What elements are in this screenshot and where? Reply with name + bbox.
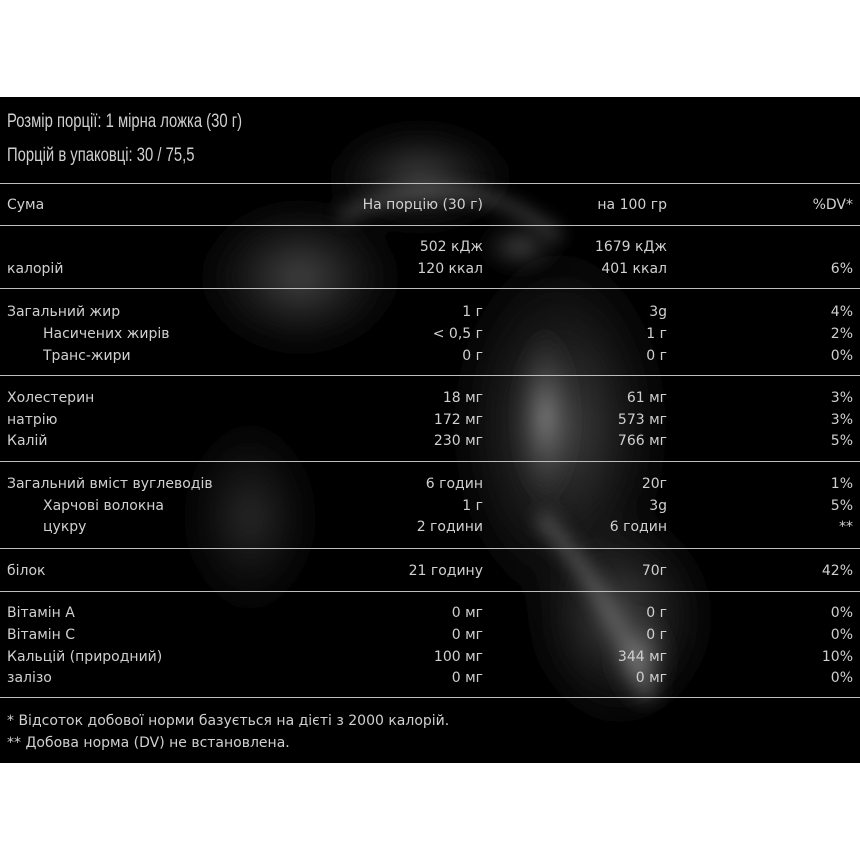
- row-per100: 70г: [641, 563, 667, 579]
- footnote-dv: * Відсоток добової норми базується на дієті з 2000 калорій.: [7, 713, 450, 729]
- table-row-fiber: [0, 495, 860, 517]
- row-portion: 0 г: [462, 348, 483, 364]
- divider: [0, 461, 860, 462]
- table-row-cholesterol: [0, 387, 860, 409]
- row-portion: 0 мг: [451, 627, 483, 643]
- row-portion: 18 мг: [442, 390, 483, 406]
- row-per100: 0 г: [646, 605, 667, 621]
- nutrition-panel: [0, 97, 860, 763]
- row-name: цукру: [43, 519, 87, 535]
- divider: [0, 225, 860, 226]
- row-portion: 21 годину: [408, 563, 483, 579]
- row-dv: 5%: [830, 433, 853, 449]
- divider: [0, 288, 860, 289]
- table-row-trans: [0, 345, 860, 367]
- row-portion: 2 години: [416, 519, 483, 535]
- row-dv: 2%: [830, 326, 853, 342]
- energy-kj-per100: 1679 кДж: [594, 239, 667, 255]
- row-name: Калій: [7, 433, 48, 449]
- row-dv: **: [839, 519, 853, 535]
- row-portion: 172 мг: [433, 412, 483, 428]
- table-row-total-fat: [0, 301, 860, 323]
- row-name: білок: [7, 563, 46, 579]
- row-per100: 6 годин: [609, 519, 667, 535]
- row-name: Загальний вміст вуглеводів: [7, 476, 213, 492]
- table-row-sugar: [0, 516, 860, 538]
- table-row-saturated: [0, 323, 860, 345]
- row-portion: < 0,5 г: [432, 326, 483, 342]
- row-per100: 3g: [649, 304, 667, 320]
- table-row-vitamin-a: [0, 602, 860, 624]
- row-dv: 10%: [821, 649, 853, 665]
- row-dv: 3%: [830, 390, 853, 406]
- row-per100: 766 мг: [617, 433, 667, 449]
- servings-per-pack: Порцій в упаковці: 30 / 75,5: [7, 145, 195, 166]
- row-name: Холестерин: [7, 390, 95, 406]
- row-dv: 0%: [830, 627, 853, 643]
- footnote-na: ** Добова норма (DV) не встановлена.: [7, 735, 290, 751]
- row-name: Транс-жири: [43, 348, 131, 364]
- header-dv: %DV*: [812, 197, 853, 213]
- serving-size: Розмір порції: 1 мірна ложка (30 г): [7, 111, 243, 132]
- divider: [0, 697, 860, 698]
- row-per100: 20г: [641, 476, 667, 492]
- table-row-vitamin-c: [0, 624, 860, 646]
- table-row-protein: [0, 560, 860, 582]
- row-name: натрію: [7, 412, 58, 428]
- row-portion: 0 мг: [451, 670, 483, 686]
- row-name: Вітамін С: [7, 627, 76, 643]
- row-dv: 4%: [830, 304, 853, 320]
- energy-kj-row: [0, 236, 860, 258]
- row-dv: 5%: [830, 498, 853, 514]
- row-per100: 573 мг: [617, 412, 667, 428]
- row-portion: 230 мг: [433, 433, 483, 449]
- row-dv: 0%: [830, 348, 853, 364]
- header-per100: на 100 гр: [597, 197, 667, 213]
- row-portion: 6 годин: [425, 476, 483, 492]
- energy-name: калорій: [7, 261, 64, 277]
- table-row-sodium: [0, 409, 860, 431]
- row-dv: 0%: [830, 670, 853, 686]
- row-portion: 1 г: [462, 498, 483, 514]
- row-portion: 1 г: [462, 304, 483, 320]
- row-per100: 61 мг: [626, 390, 667, 406]
- header-portion: На порцію (30 г): [362, 197, 483, 213]
- row-name: Харчові волокна: [43, 498, 165, 514]
- energy-kcal-row: [0, 258, 860, 280]
- row-per100: 0 г: [646, 348, 667, 364]
- table-row-carbs: [0, 473, 860, 495]
- row-per100: 0 г: [646, 627, 667, 643]
- table-header-row: [0, 194, 860, 216]
- divider: [0, 375, 860, 376]
- energy-kcal-portion: 120 ккал: [417, 261, 483, 277]
- row-name: Загальний жир: [7, 304, 121, 320]
- table-row-calcium: [0, 646, 860, 668]
- row-name: залізо: [7, 670, 52, 686]
- row-portion: 0 мг: [451, 605, 483, 621]
- table-row-iron: [0, 667, 860, 689]
- row-dv: 3%: [830, 412, 853, 428]
- row-per100: 0 мг: [635, 670, 667, 686]
- energy-dv: 6%: [830, 261, 853, 277]
- divider: [0, 591, 860, 592]
- row-dv: 1%: [830, 476, 853, 492]
- header-name: Сума: [7, 197, 45, 213]
- row-name: Насичених жирів: [43, 326, 170, 342]
- row-name: Кальцій (природний): [7, 649, 163, 665]
- divider: [0, 548, 860, 549]
- energy-kj-portion: 502 кДж: [419, 239, 483, 255]
- row-dv: 0%: [830, 605, 853, 621]
- row-per100: 3g: [649, 498, 667, 514]
- row-name: Вітамін А: [7, 605, 75, 621]
- divider: [0, 183, 860, 184]
- nutrition-table: [0, 97, 860, 763]
- energy-kcal-per100: 401 ккал: [601, 261, 667, 277]
- row-per100: 344 мг: [617, 649, 667, 665]
- table-row-potassium: [0, 430, 860, 452]
- row-dv: 42%: [821, 563, 853, 579]
- row-portion: 100 мг: [433, 649, 483, 665]
- row-per100: 1 г: [646, 326, 667, 342]
